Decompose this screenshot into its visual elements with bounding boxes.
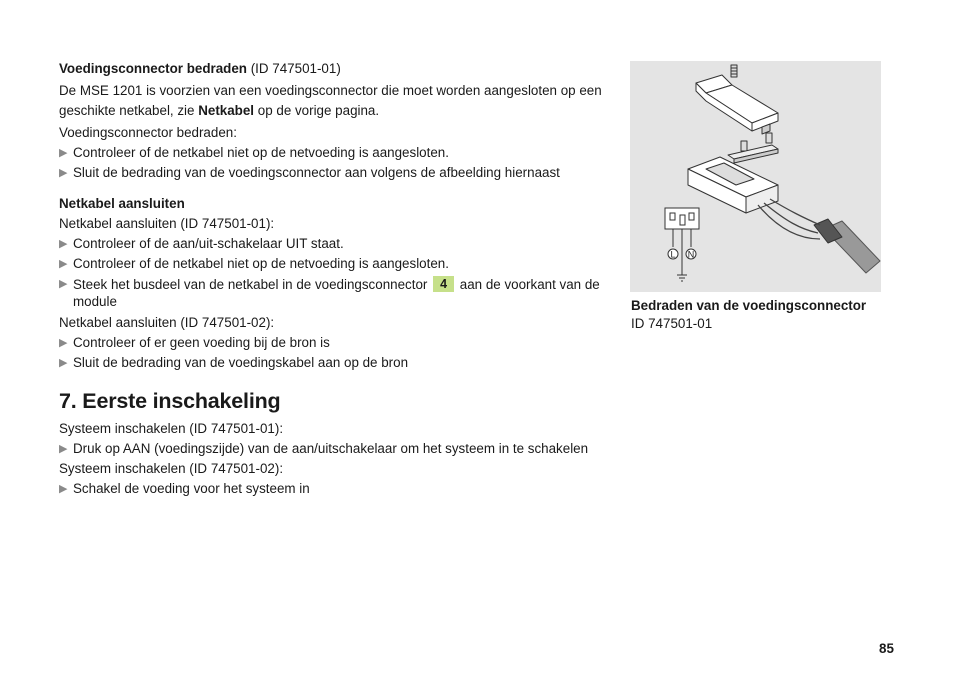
list-item <box>59 276 619 310</box>
page-number: 85 <box>879 641 894 656</box>
list-item <box>59 254 619 274</box>
chapter-title: 7. Eerste inschakeling <box>59 389 281 413</box>
step-text: Controleer of de netkabel niet op de netvoeding is aangesloten. <box>73 145 449 160</box>
connector-heading-id: (ID 747501-01) <box>247 61 341 76</box>
netkabel-reference: Netkabel <box>198 103 255 118</box>
live-terminal-label: L <box>670 249 676 260</box>
connector-label: Voedingsconnector bedraden: <box>59 125 237 140</box>
list-item <box>59 234 619 254</box>
netkabel-heading: Netkabel aansluiten <box>59 196 185 211</box>
bullet-arrow-icon: ▶ <box>59 337 68 349</box>
netkabel-label-1: Netkabel aansluiten (ID 747501-01): <box>59 216 275 231</box>
step-text: Controleer of er geen voeding bij de bron is <box>73 335 330 350</box>
list-item <box>59 333 619 353</box>
bullet-arrow-icon: ▶ <box>59 147 68 159</box>
connector-wiring-figure <box>630 61 881 292</box>
connector-heading-title: Voedingsconnector bedraden <box>59 61 247 76</box>
bullet-arrow-icon: ▶ <box>59 167 68 179</box>
bullet-arrow-icon: ▶ <box>59 483 68 495</box>
step-text: Controleer of de netkabel niet op de netvoeding is aangesloten. <box>73 256 449 271</box>
connector-number-badge: 4 <box>433 276 454 292</box>
netkabel-label-2: Netkabel aansluiten (ID 747501-02): <box>59 315 275 330</box>
list-item <box>59 163 619 183</box>
connector-intro-text: De MSE 1201 is voorzien van een voedingsconnector die moet worden aangesloten op een geschikte netkabel, zie <box>59 83 602 118</box>
step-text-end: aan de voorkant van de module <box>73 277 600 309</box>
step-text: Steek het busdeel van de netkabel in de voedingsconnector <box>73 277 432 292</box>
connector-intro <box>59 81 619 121</box>
step-text: Sluit de bedrading van de voedingskabel aan op de bron <box>73 355 409 370</box>
step-text: Controleer of de aan/uit-schakelaar UIT staat. <box>73 236 344 251</box>
bullet-arrow-icon: ▶ <box>59 258 68 270</box>
connector-intro-end: op de vorige pagina. <box>254 103 380 118</box>
figure-caption <box>631 297 901 333</box>
bullet-arrow-icon: ▶ <box>59 443 68 455</box>
connector-wiring-illustration <box>630 61 881 292</box>
bullet-arrow-icon: ▶ <box>59 357 68 369</box>
step-text: Schakel de voeding voor het systeem in <box>73 481 310 496</box>
neutral-terminal-label: N <box>687 249 695 260</box>
bullet-arrow-icon: ▶ <box>59 278 68 290</box>
figure-caption-id: ID 747501-01 <box>631 316 713 331</box>
chapter-label-2: Systeem inschakelen (ID 747501-02): <box>59 461 284 476</box>
step-text: Sluit de bedrading van de voedingsconnector aan volgens de afbeelding hiernaast <box>73 165 560 180</box>
step-text: Druk op AAN (voedingszijde) van de aan/uitschakelaar om het systeem in te schakelen <box>73 441 589 456</box>
main-column <box>59 59 619 499</box>
bullet-arrow-icon: ▶ <box>59 238 68 250</box>
list-item <box>59 353 619 373</box>
list-item <box>59 143 619 163</box>
figure-caption-title: Bedraden van de voedingsconnector <box>631 298 867 313</box>
list-item <box>59 439 619 459</box>
connector-heading <box>59 59 619 79</box>
chapter-label-1: Systeem inschakelen (ID 747501-01): <box>59 421 284 436</box>
list-item <box>59 479 619 499</box>
